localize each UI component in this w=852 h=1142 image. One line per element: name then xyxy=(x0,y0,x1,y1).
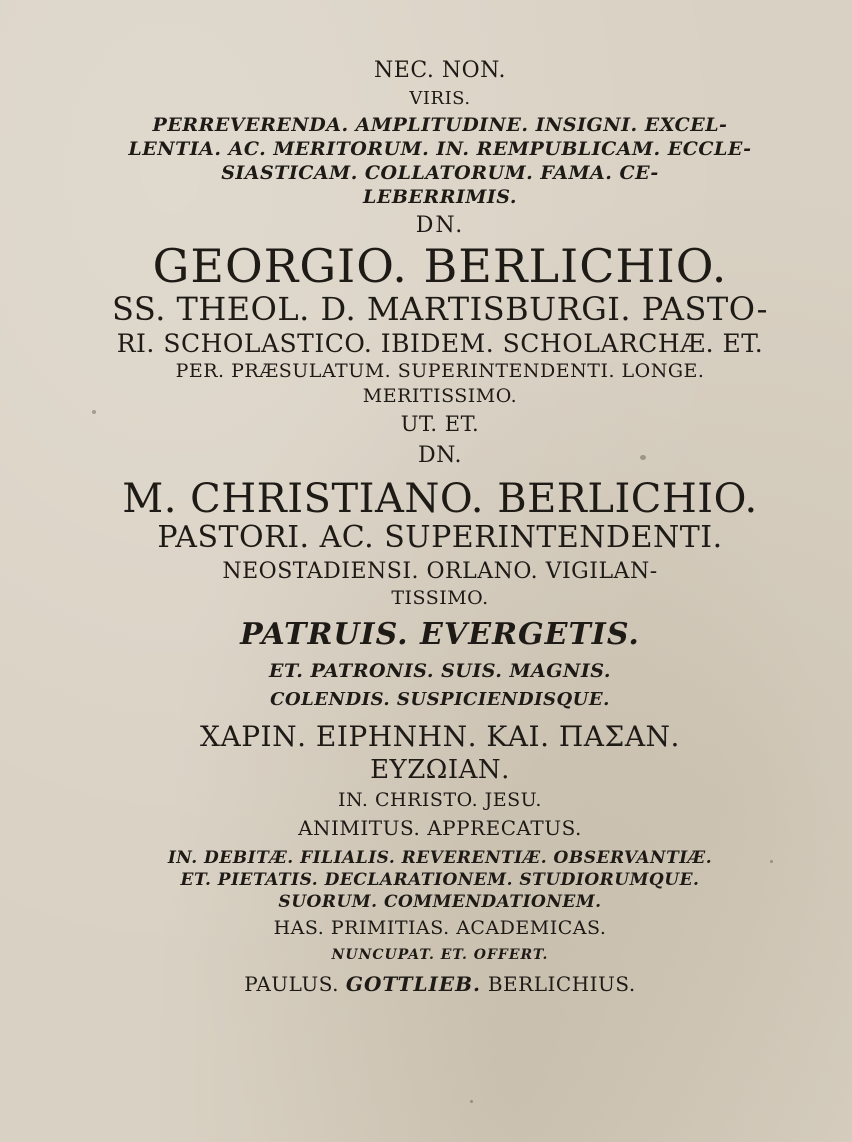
line-tissimo: TISSIMO. xyxy=(391,587,489,609)
line-leberrimis: LEBERRIMIS. xyxy=(363,186,517,208)
line-scholastico: RI. SCHOLASTICO. IBIDEM. SCHOLARCHÆ. ET. xyxy=(116,329,764,358)
line-suorum: SUORUM. COMMENDATIONEM. xyxy=(278,892,602,912)
line-perreverenda: PERREVERENDA. AMPLITUDINE. INSIGNI. EXCEL- xyxy=(152,114,728,136)
line-nec-non: NEC. NON. xyxy=(374,58,506,83)
dedication-page xyxy=(110,55,770,994)
line-dn-1: DN. xyxy=(415,213,465,238)
line-siasticam: SIASTICAM. COLLATORUM. FAMA. CE- xyxy=(221,162,659,184)
line-pastori: PASTORI. AC. SUPERINTENDENTI. xyxy=(157,520,723,555)
line-in-debitae: IN. DEBITÆ. FILIALIS. REVERENTIÆ. OBSERVANTIÆ. xyxy=(167,848,713,868)
line-patruis-evergetis: PATRUIS. EVERGETIS. xyxy=(240,617,640,652)
line-neostadiensi: NEOSTADIENSI. ORLANO. VIGILAN- xyxy=(222,559,658,584)
line-viris: VIRIS. xyxy=(409,88,471,109)
line-in-christo: IN. CHRISTO. JESU. xyxy=(338,789,542,811)
line-greek-1: ΧΑΡΙΝ. ΕΙΡΗΝΗΝ. ΚΑΙ. ΠΑΣΑΝ. xyxy=(200,720,680,753)
line-praesulatum: PER. PRÆSULATUM. SUPERINTENDENTI. LONGE. xyxy=(175,360,705,382)
line-meritissimo: MERITISSIMO. xyxy=(362,385,518,407)
paper-speck xyxy=(640,455,646,460)
signature-first: PAULUS. xyxy=(244,972,340,996)
line-nuncupat: NUNCUPAT. ET. OFFERT. xyxy=(331,947,549,963)
paper-speck xyxy=(470,1100,473,1103)
line-patronis: ET. PATRONIS. SUIS. MAGNIS. xyxy=(269,660,611,682)
paper-speck xyxy=(770,860,773,863)
line-ut-et: UT. ET. xyxy=(400,412,480,436)
signature-line xyxy=(110,974,770,994)
line-has-primitias: HAS. PRIMITIAS. ACADEMICAS. xyxy=(273,917,607,939)
line-animitus: ANIMITUS. APPRECATUS. xyxy=(298,816,582,840)
line-greek-2: ΕΥΖΩΙΑΝ. xyxy=(370,755,510,785)
line-lentia: LENTIA. AC. MERITORUM. IN. REMPUBLICAM. ECCLE- xyxy=(128,138,752,160)
name-christiano-berlichio: M. CHRISTIANO. BERLICHIO. xyxy=(122,476,758,522)
name-georgio-berlichio: GEORGIO. BERLICHIO. xyxy=(152,239,728,293)
line-dn-2: DN. xyxy=(418,443,462,468)
line-colendis: COLENDIS. SUSPICIENDISQUE. xyxy=(270,689,610,710)
line-et-pietatis: ET. PIETATIS. DECLARATIONEM. STUDIORUMQUE. xyxy=(180,870,700,890)
paper-speck xyxy=(92,410,96,414)
line-ss-theol: SS. THEOL. D. MARTISBURGI. PASTO- xyxy=(112,290,768,328)
signature-last: BERLICHIUS. xyxy=(487,972,636,996)
signature-middle: GOTTLIEB. xyxy=(345,972,481,996)
